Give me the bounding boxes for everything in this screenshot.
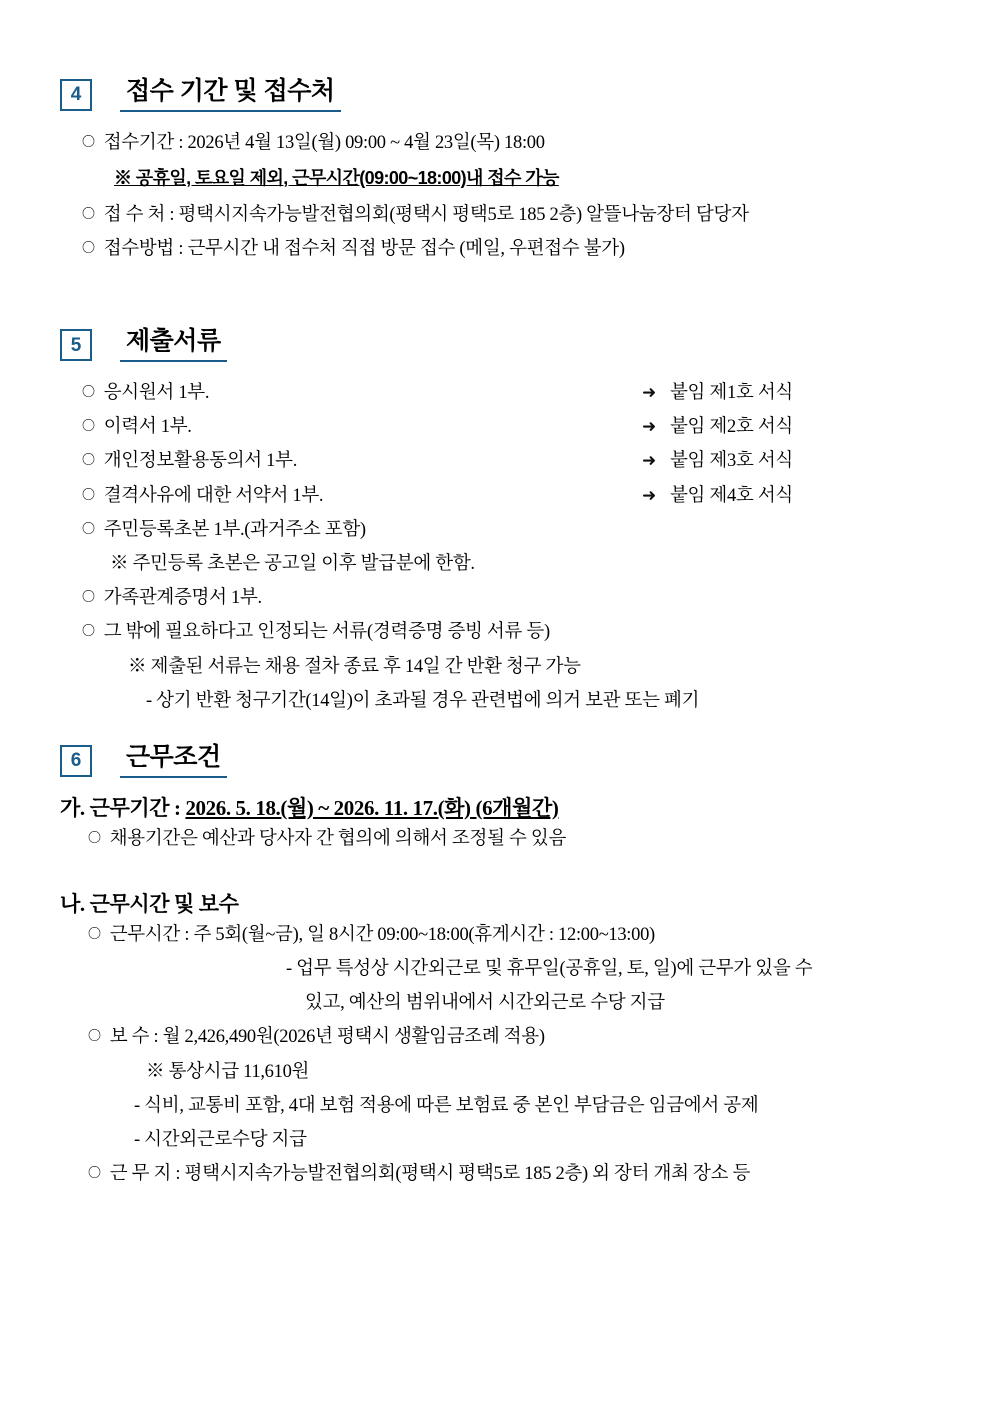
document-name-cell	[82, 444, 642, 478]
attachment-label: 붙임 제1호 서식	[669, 382, 793, 403]
work-time-sub-2: 있고, 예산의 범위내에서 시간외근로 수당 지급	[305, 993, 665, 1014]
table-row	[82, 513, 932, 547]
circle-bullet-icon: 〇	[82, 452, 95, 468]
section-4-note-text: ※ 공휴일, 토요일 제외, 근무시간(09:00~18:00)내 접수 가능	[114, 167, 559, 188]
list-item-label: 근 무 지 : 평택시지속가능발전협의회(평택시 평택5로 185 2층) 외 장터 개최 장소 등	[109, 1164, 751, 1185]
attachment-cell	[642, 446, 793, 472]
section-6-header	[60, 744, 932, 778]
list-item-label: 접수기간 : 2026년 4월 13일(월) 09:00 ~ 4월 23일(목) 18:00	[103, 132, 545, 153]
list-item-label: 채용기간은 예산과 당사자 간 협의에 의해서 조정될 수 있음	[109, 828, 567, 849]
list-item	[82, 410, 192, 444]
list-item-label: 이력서 1부.	[103, 417, 192, 438]
pay-sub-1: - 식비, 교통비 포함, 4대 보험 적용에 따른 보험료 중 본인 부담금은 임금에서 공제	[134, 1095, 759, 1116]
arrow-right-icon: ➜	[642, 451, 656, 472]
section-4	[60, 78, 932, 266]
circle-bullet-icon: 〇	[82, 133, 95, 149]
list-item	[82, 513, 366, 547]
list-item	[82, 232, 932, 266]
list-item-label: 개인정보활용동의서 1부.	[103, 451, 298, 472]
attachment-cell	[642, 481, 793, 507]
list-item	[82, 126, 932, 160]
table-row	[82, 479, 932, 513]
circle-bullet-icon: 〇	[88, 925, 101, 941]
section-5	[60, 328, 932, 718]
subsection-b-heading: 나. 근무시간 및 보수	[60, 891, 239, 916]
section-6-body	[60, 792, 932, 1192]
circle-bullet-icon: 〇	[82, 418, 95, 434]
attachment-label: 붙임 제4호 서식	[669, 485, 793, 506]
section-5-note-3: - 상기 반환 청구기간(14일)이 초과될 경우 관련법에 의거 보관 또는 폐기	[146, 690, 700, 711]
attachment-label: 붙임 제3호 서식	[669, 451, 793, 472]
section-4-title: 접수 기간 및 접수처	[120, 78, 341, 112]
section-6-title: 근무조건	[120, 744, 227, 778]
section-5-header	[60, 328, 932, 362]
section-4-header	[60, 78, 932, 112]
list-item-label: 가족관계증명서 1부.	[103, 588, 262, 609]
arrow-right-icon: ➜	[642, 417, 656, 438]
table-row	[82, 376, 932, 410]
section-5-note-1: ※ 주민등록 초본은 공고일 이후 발급분에 한함.	[110, 553, 475, 574]
list-item-label: 그 밖에 필요하다고 인정되는 서류(경력증명 증빙 서류 등)	[103, 622, 550, 643]
circle-bullet-icon: 〇	[82, 589, 95, 605]
list-item-label: 주민등록초본 1부.(과거주소 포함)	[103, 519, 366, 540]
list-item	[82, 376, 209, 410]
section-5-number: 5	[60, 329, 92, 361]
list-item-label: 근무시간 : 주 5회(월~금), 일 8시간 09:00~18:00(휴게시간 : 12:00~13:00)	[109, 924, 655, 945]
list-item-label: 접 수 처 : 평택시지속가능발전협의회(평택시 평택5로 185 2층) 알뜰나눔장터 담당자	[103, 204, 749, 225]
pay-note: ※ 통상시급 11,610원	[146, 1061, 310, 1082]
circle-bullet-icon: 〇	[82, 623, 95, 639]
list-item	[82, 444, 297, 478]
circle-bullet-icon: 〇	[88, 1028, 101, 1044]
table-row	[82, 410, 932, 444]
section-6-number: 6	[60, 745, 92, 777]
list-item	[82, 615, 932, 649]
work-time-sub-1: - 업무 특성상 시간외근로 및 휴무일(공휴일, 토, 일)에 근무가 있을 수	[286, 959, 813, 979]
circle-bullet-icon: 〇	[82, 520, 95, 536]
table-row	[82, 444, 932, 478]
section-5-title: 제출서류	[120, 328, 227, 362]
list-item	[82, 198, 932, 232]
list-item-label: 접수방법 : 근무시간 내 접수처 직접 방문 접수 (메일, 우편접수 불가)	[103, 239, 625, 260]
arrow-right-icon: ➜	[642, 382, 656, 403]
attachment-cell	[642, 378, 793, 404]
document-name-cell	[82, 410, 642, 444]
list-item	[88, 822, 932, 856]
attachment-label: 붙임 제2호 서식	[669, 417, 793, 438]
section-4-note	[114, 162, 932, 196]
section-5-note-2: ※ 제출된 서류는 채용 절차 종료 후 14일 간 반환 청구 가능	[128, 656, 581, 677]
pay-sub-2: - 시간외근로수당 지급	[134, 1130, 307, 1151]
list-item-label: 결격사유에 대한 서약서 1부.	[103, 485, 324, 506]
spacer	[60, 856, 932, 882]
section-4-number: 4	[60, 79, 92, 111]
spacer	[60, 718, 932, 744]
circle-bullet-icon: 〇	[82, 240, 95, 256]
list-item	[88, 1157, 932, 1191]
list-item-label: 응시원서 1부.	[103, 382, 210, 403]
list-item	[82, 479, 323, 513]
circle-bullet-icon: 〇	[82, 383, 95, 399]
list-item	[88, 918, 932, 952]
document-name-cell	[82, 479, 642, 513]
list-item-label: 보 수 : 월 2,426,490원(2026년 평택시 생활임금조례 적용)	[109, 1027, 545, 1048]
spacer	[60, 266, 932, 328]
subsection-a-value: 2026. 5. 18.(월) ~ 2026. 11. 17.(화) (6개월간)	[185, 795, 559, 820]
circle-bullet-icon: 〇	[88, 1165, 101, 1181]
circle-bullet-icon: 〇	[82, 486, 95, 502]
document-name-cell	[82, 376, 642, 410]
list-item	[88, 1020, 932, 1054]
circle-bullet-icon: 〇	[82, 205, 95, 221]
arrow-right-icon: ➜	[642, 485, 656, 506]
circle-bullet-icon: 〇	[88, 829, 101, 845]
list-item	[82, 581, 932, 615]
section-6	[60, 744, 932, 1191]
subsection-a-heading	[60, 792, 932, 822]
section-4-body	[82, 126, 932, 267]
section-5-body	[82, 376, 932, 718]
attachment-cell	[642, 412, 793, 438]
subsection-a-label: 가. 근무기간 :	[60, 795, 186, 820]
document-name-cell	[82, 513, 642, 547]
